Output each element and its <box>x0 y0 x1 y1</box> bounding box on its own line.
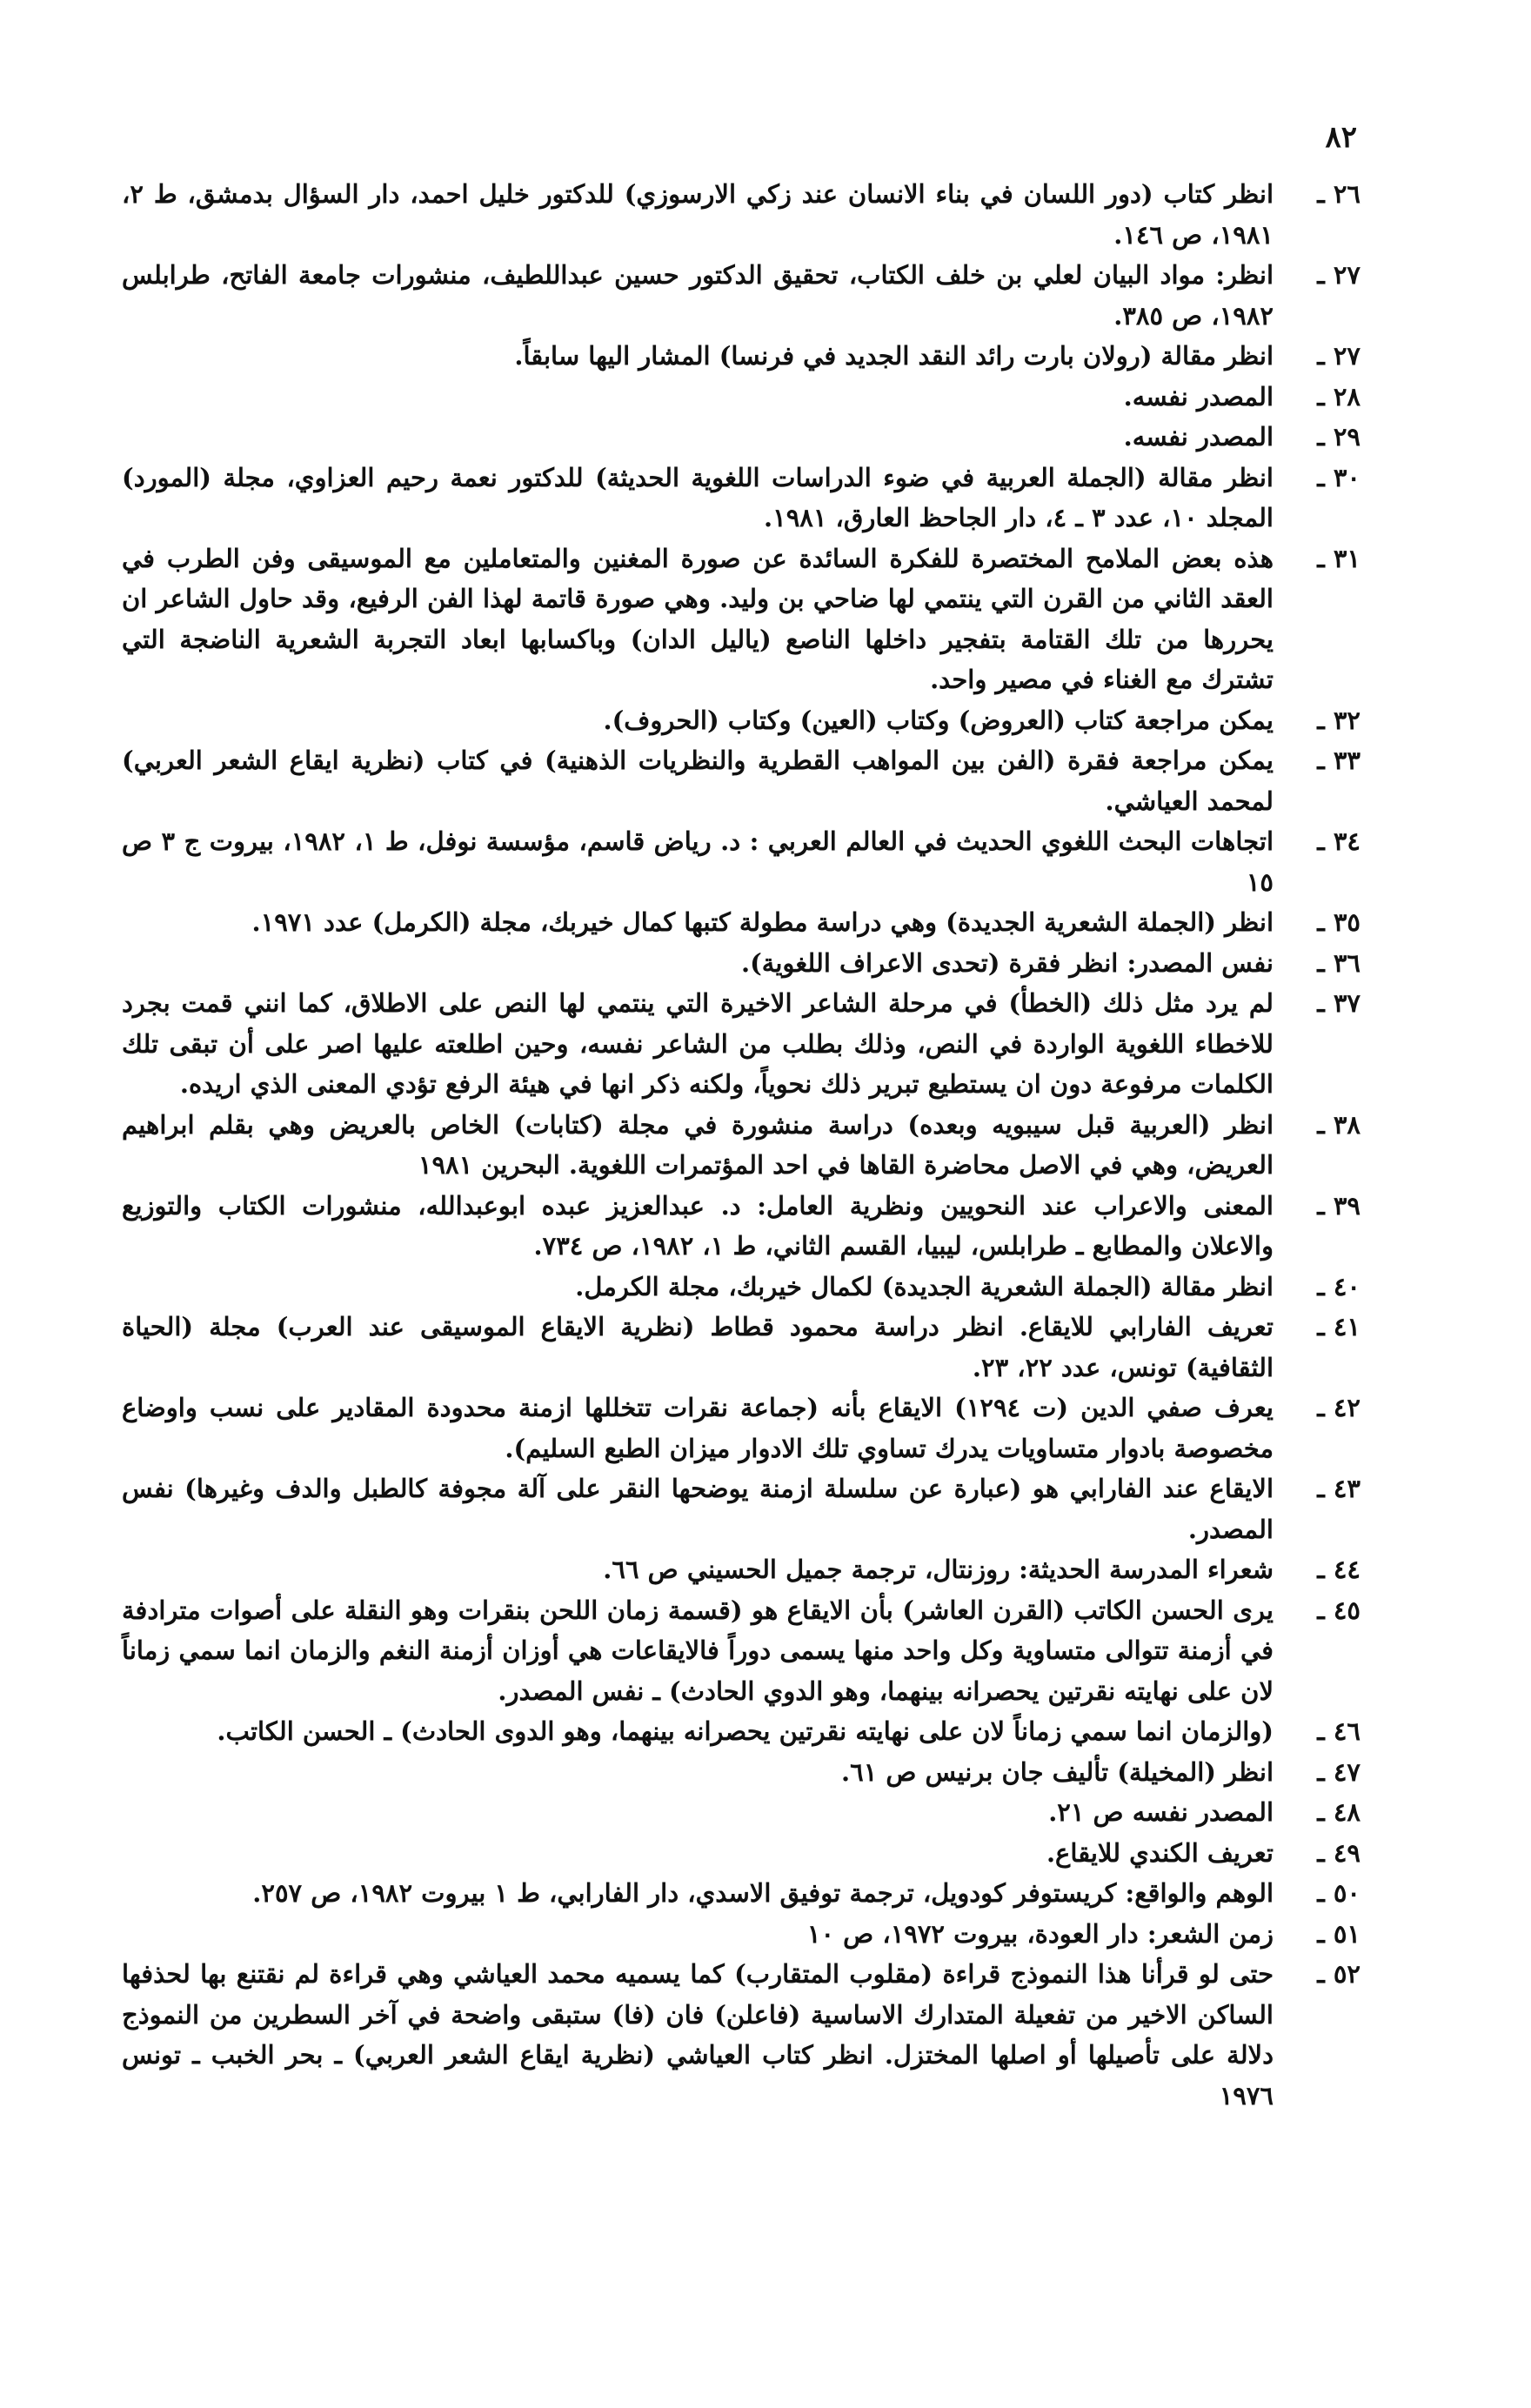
footnote-text: يعرف صفي الدين (ت ١٢٩٤) الايقاع بأنه (جماعة نقرات تتخللها ازمنة محدودة المقادير على نسب واوضاع مخصوصة بادوار متساويات يدرك تساوي تلك الادوار ميزان الطبع السليم). <box>122 1393 1274 1463</box>
footnote-number: ٤٤ ـ <box>1317 1555 1361 1584</box>
footnote-item <box>122 700 1361 741</box>
footnote-text: نفس المصدر: انظر فقرة (تحدى الاعراف اللغوية). <box>740 947 1274 978</box>
page-number: ٨٢ <box>1325 120 1357 155</box>
footnote-text: (والزمان انما سمي زماناً لان على نهايته نقرتين يحصرانه بينهما، وهو الدوى الحادث) ـ الحسن الكاتب. <box>217 1716 1274 1746</box>
footnote-text: تعريف الكندي للايقاع. <box>1046 1837 1274 1868</box>
footnote-item <box>122 740 1361 821</box>
footnote-number: ٤٣ ـ <box>1317 1474 1361 1503</box>
footnote-number: ٤٠ ـ <box>1317 1271 1361 1301</box>
footnote-item <box>122 1752 1361 1793</box>
footnote-number: ٤٦ ـ <box>1317 1716 1361 1746</box>
footnote-number: ٣٦ ـ <box>1317 947 1361 978</box>
footnote-text: المصدر نفسه ص ٢١. <box>1048 1797 1274 1827</box>
footnotes-list <box>122 174 1361 2116</box>
footnote-item <box>122 1307 1361 1388</box>
footnote-item <box>122 1105 1361 1186</box>
footnote-number: ٤٢ ـ <box>1317 1393 1361 1422</box>
footnote-text: هذه بعض الملامح المختصرة للفكرة السائدة عن صورة المغنين والمتعاملين مع الموسيقى وفن الطرب في العقد الثاني من القرن التي ينتمي لها ضاحي بن وليد. وهي صورة قاتمة لهذا الفن الرفيع، وقد حاول الشاعر ان يحررها من تلك القتامة بتفجير داخلها الناصع (ياليل الدان) وباكسابها ابعاد التجربة الشعرية الناضجة التي تشترك مع الغناء في مصير واحد. <box>122 543 1274 694</box>
footnote-text: انظر (المخيلة) تأليف جان برنيس ص ٦١. <box>841 1756 1274 1787</box>
footnote-text: المصدر نفسه. <box>1123 381 1274 411</box>
footnote-number: ٣٠ ـ <box>1317 462 1361 492</box>
footnote-number: ٣٣ ـ <box>1317 746 1361 775</box>
footnote-text: انظر: مواد البيان لعلي بن خلف الكتاب، تحقيق الدكتور حسين عبداللطيف، منشورات جامعة الفاتح، طرابلس ١٩٨٢، ص ٣٨٥. <box>122 260 1274 331</box>
footnote-text: انظر مقالة (رولان بارت رائد النقد الجديد في فرنسا) المشار اليها سابقاً. <box>514 341 1274 371</box>
footnote-number: ٣٨ ـ <box>1317 1109 1361 1140</box>
footnote-number: ٢٦ ـ <box>1317 179 1361 209</box>
footnote-item <box>122 983 1361 1105</box>
footnote-text: انظر (العربية قبل سيبويه وبعده) دراسة منشورة في مجلة (كتابات) الخاص بالعريض وهي بقلم ابراهيم العريض، وهي في الاصل محاضرة القاها في احد المؤتمرات اللغوية. البحرين ١٩٨١ <box>122 1109 1274 1180</box>
footnote-text: زمن الشعر: دار العودة، بيروت ١٩٧٢، ص ١٠ <box>806 1918 1274 1949</box>
footnote-text: انظر مقالة (الجملة العربية في ضوء الدراسات اللغوية الحديثة) للدكتور نعمة رحيم العزاوي، مجلة (المورد) المجلد ١٠، عدد ٣ ـ ٤، دار الجاحظ العارق، ١٩٨١. <box>122 462 1274 532</box>
footnote-number: ٥٢ ـ <box>1317 1959 1361 1989</box>
footnote-text: المصدر نفسه. <box>1123 422 1274 452</box>
footnote-item <box>122 1954 1361 2116</box>
footnote-text: انظر كتاب (دور اللسان في بناء الانسان عند زكي الارسوزي) للدكتور خليل احمد، دار السؤال بدمشق، ط ٢، ١٩٨١، ص ١٤٦. <box>122 179 1274 250</box>
footnote-item <box>122 255 1361 336</box>
footnote-number: ٢٧ ـ <box>1317 260 1361 290</box>
footnote-item <box>122 943 1361 984</box>
footnote-text: يمكن مراجعة فقرة (الفن بين المواهب القطرية والنظريات الذهنية) في كتاب (نظرية ايقاع الشعر العربي) لمحمد العياشي. <box>122 746 1274 816</box>
footnote-number: ٥٠ ـ <box>1317 1878 1361 1908</box>
footnote-item <box>122 336 1361 377</box>
footnote-item <box>122 1388 1361 1468</box>
footnote-number: ٣١ ـ <box>1317 543 1361 573</box>
footnote-text: انظر مقالة (الجملة الشعرية الجديدة) لكمال خيربك، مجلة الكرمل. <box>575 1271 1274 1301</box>
footnote-number: ٤٥ ـ <box>1317 1595 1361 1625</box>
footnote-number: ٤٧ ـ <box>1317 1756 1361 1787</box>
footnote-item <box>122 1711 1361 1752</box>
footnote-number: ٤٩ ـ <box>1317 1837 1361 1868</box>
footnote-item <box>122 1792 1361 1833</box>
footnote-number: ٤١ ـ <box>1317 1312 1361 1341</box>
footnote-item <box>122 174 1361 255</box>
footnote-text: تعريف الفارابي للايقاع. انظر دراسة محمود قطاط (نظرية الايقاع الموسيقى عند العرب) مجلة (الحياة الثقافية) تونس، عدد ٢٢، ٢٣. <box>122 1312 1274 1382</box>
footnote-text: انظر (الجملة الشعرية الجديدة) وهي دراسة مطولة كتبها كمال خيربك، مجلة (الكرمل) عدد ١٩٧١. <box>251 907 1274 937</box>
footnote-number: ٥١ ـ <box>1317 1918 1361 1949</box>
footnote-text: يمكن مراجعة كتاب (العروض) وكتاب (العين) وكتاب (الحروف). <box>603 705 1274 735</box>
footnote-text: الايقاع عند الفارابي هو (عبارة عن سلسلة ازمنة يوضحها النقر على آلة مجوفة كالطبل والدف وغيرها) نفس المصدر. <box>122 1474 1274 1544</box>
footnote-number: ٣٧ ـ <box>1317 988 1361 1018</box>
footnote-text: حتى لو قرأنا هذا النموذج قراءة (مقلوب المتقارب) كما يسميه محمد العياشي وهي قراءة لم نقتنع بها لحذفها الساكن الاخير من تفعيلة المتدارك الاساسية (فاعلن) فان (فا) ستبقى واضحة في آخر السطرين من النموذج دلالة على تأصيلها أو اصلها المختزل. انظر كتاب العياشي (نظرية ايقاع الشعر العربي) ـ بحر الخبب ـ تونس ١٩٧٦ <box>122 1959 1274 2110</box>
footnote-item <box>122 821 1361 902</box>
footnote-item <box>122 1186 1361 1267</box>
footnote-text: يرى الحسن الكاتب (القرن العاشر) بأن الايقاع هو (قسمة زمان اللحن بنقرات وهو النقلة على أصوات مترادفة في أزمنة تتوالى متساوية وكل واحد منها يسمى دوراً فالايقاعات هي أوزان أزمنة النغم والزمان انما سمي زماناً لان على نهايته نقرتين يحصرانه بينهما، وهو الدوي الحادث) ـ نفس المصدر. <box>122 1595 1274 1706</box>
footnote-item <box>122 1468 1361 1549</box>
footnote-item <box>122 1914 1361 1955</box>
footnote-number: ٣٤ ـ <box>1317 826 1361 856</box>
footnote-number: ٣٩ ـ <box>1317 1190 1361 1221</box>
footnote-number: ٢٨ ـ <box>1317 381 1361 411</box>
footnote-number: ٢٩ ـ <box>1317 422 1361 452</box>
footnote-item <box>122 902 1361 943</box>
footnote-text: المعنى والاعراب عند النحويين ونظرية العامل: د. عبدالعزيز عبده ابوعبدالله، منشورات الكتاب والتوزيع والاعلان والمطابع ـ طرابلس، ليبيا، القسم الثاني، ط ١، ١٩٨٢، ص ٧٣٤. <box>122 1190 1274 1261</box>
footnote-text: شعراء المدرسة الحديثة: روزنتال، ترجمة جميل الحسيني ص ٦٦. <box>603 1555 1274 1584</box>
footnote-item <box>122 1873 1361 1914</box>
footnote-number: ٢٧ ـ <box>1317 341 1361 371</box>
footnote-text: الوهم والواقع: كريستوفر كودويل، ترجمة توفيق الاسدي، دار الفارابي، ط ١ بيروت ١٩٨٢، ص ٢٥٧. <box>252 1878 1274 1908</box>
footnote-item <box>122 1833 1361 1874</box>
footnote-text: اتجاهات البحث اللغوي الحديث في العالم العربي : د. رياض قاسم، مؤسسة نوفل، ط ١، ١٩٨٢، بيروت ج ٣ ص ١٥ <box>122 826 1274 897</box>
footnote-item <box>122 1549 1361 1590</box>
footnote-item <box>122 1267 1361 1308</box>
footnote-item <box>122 1590 1361 1712</box>
footnote-item <box>122 377 1361 418</box>
footnote-item <box>122 538 1361 700</box>
footnote-number: ٣٢ ـ <box>1317 705 1361 735</box>
footnote-text: لم يرد مثل ذلك (الخطأ) في مرحلة الشاعر الاخيرة التي ينتمي لها النص على الاطلاق، كما انني قمت بجرد للاخطاء اللغوية الواردة في النص، وذلك بطلب من الشاعر نفسه، وحين اطلعته عليها اصر على أن تبقى تلك الكلمات مرفوعة دون ان يستطيع تبرير ذلك نحوياً، ولكنه ذكر انها في هيئة الرفع تؤدي المعنى الذي اريده. <box>122 988 1274 1099</box>
footnote-item <box>122 417 1361 458</box>
footnote-number: ٤٨ ـ <box>1317 1797 1361 1827</box>
footnote-item <box>122 458 1361 538</box>
footnote-number: ٣٥ ـ <box>1317 907 1361 937</box>
